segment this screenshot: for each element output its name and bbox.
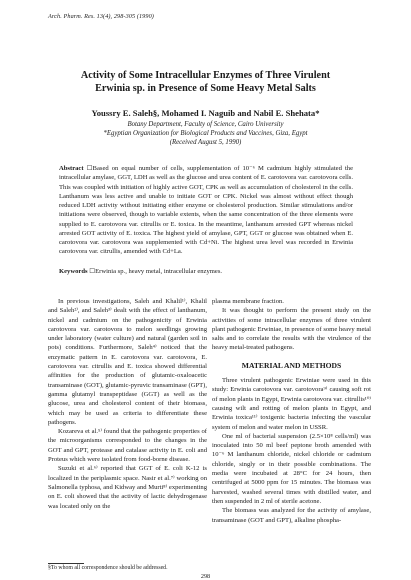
left-column: [48, 297, 207, 562]
paragraph: Suzuki et al.⁶⁾ reported that GGT of E. coli K-12 is localized in the periplasmic space. Nasir et al.⁷⁾ working on Salmonella typhosa, and Kidway and Murti⁸⁾ experimenting on E. coli showed that the activity of lactic dehydrogenase was located only on the: [48, 465, 207, 510]
keywords-box-icon: ☐: [89, 268, 96, 275]
paragraph: Three virulent pathogenic Erwiniae were used in this study: Erwinia carotovora var. carotovora⁹⁾ causing soft rot of melon plants in Egypt, Erwinia carotovora var. citrullis¹⁰⁾ causing wilt and rotting of melon plants in Egypt, and Erwinia toxica¹¹⁾ toxigenic bacteria infecting the vascular system of melon and water melon in USSR.: [212, 377, 371, 431]
keywords: [59, 267, 353, 276]
paragraph: One ml of bacterial suspension (2.5×10⁸ cells/ml) was inoculated into 50 ml beef peptone broth amended with 10⁻⁶ M lanthanum chloride, nickel chloride or cadmium chloride, singly or in their possible combinations. The media were incubated at 28°C for 24 hours, then centrifuged at 5000 ppm for 15 minutes. The biomass was harvested, washed several times with distilled water, and then suspended in 2 ml of sterile acetone.: [212, 432, 371, 505]
journal-citation: Arch. Pharm. Res. 13(4), 298-305 (1990): [48, 13, 154, 20]
abstract: [59, 164, 353, 257]
section-heading: MATERIAL AND METHODS: [241, 360, 342, 370]
affiliations: [40, 120, 371, 148]
paragraph: plasma membrane fraction.: [212, 298, 284, 305]
page-number: 298: [200, 573, 211, 580]
keywords-text: Erwinia sp., heavy metal, intracellular enzymes.: [95, 268, 223, 275]
footnote: §To whom all correspondence should be addressed.: [48, 565, 168, 571]
paragraph: The biomass was analyzed for the activity of amylase, transaminase (GOT and GPT), alkaline phospha-: [212, 507, 371, 524]
abstract-label: Abstract: [59, 165, 84, 172]
affiliation-2: *Egyptian Organization for Biological Products and Vaccines, Giza, Egypt: [103, 130, 308, 138]
received-date: (Received August 5, 1990): [169, 139, 242, 147]
abstract-box-icon: ☐: [86, 165, 93, 172]
affiliation-1: Botany Department, Faculty of Science, Cairo University: [127, 121, 284, 128]
abstract-text: Based on equal number of cells, supplementation of 10⁻⁶ M cadmium highly stimulated the intracellular amylase, GGT, LDH as well as the glucose and urea content of E. carotovora var. carotovora cells. This was coupled with initiation of highly active GOT, CPK as well as accumulation of cholesterol in the cells. Lanthanum was less active and unable to initiate GOT or CPK. Nickel was almost without effect though reduced LDH activity without initiating either enzyme or cholesterol production. Similar stimulations and/or initiations were observed, though to variable extents, when the same concentration of the three elements were supplied to E. carotovora var. citrullis or E. toxica. In the meantime, lanthanum arrested GPT whereas nickel arrested GOT activity of E. toxica. The highest yield of amylase, GPT, GGT or glucose was obtained when E. carotovora var. carotovora was supplemented with Cd+Ni. The highest urea level was recorded in Erwinia carotovora var. citrullis, amended with Cd+La.: [59, 165, 353, 256]
title-line-1: Activity of Some Intracellular Enzymes of Three Virulent: [80, 70, 331, 81]
paragraph: Kozareva et al.⁵⁾ found that the pathogenic properties of the microorganisms corresponded to the changes in the GOT and GPT, protease and catalase activity in E. coli and Proteus which were isolated from food-borne disease.: [48, 428, 207, 464]
title-line-2: Erwinia sp. in Presence of Some Heavy Metal Salts: [95, 83, 316, 94]
footnote-rule: [48, 563, 84, 564]
author-list: Youssry E. Saleh§, Mohamed I. Naguib and Nabil E. Shehata*: [91, 108, 320, 118]
right-column: [212, 297, 371, 565]
keywords-label: Keywords: [59, 268, 88, 275]
paragraph: It was thought to perform the present study on the activities of some intracellular enzymes of three virulent plant pathogenic Erwiniae, in presence of some heavy metal salts and to correlate the results with the virulence of the heavy metal-treated pathogens.: [212, 307, 371, 352]
article-title: [40, 69, 371, 95]
paragraph: In previous investigations, Saleh and Khalil¹⁾, Khalil and Saleh²⁾, and Saleh³⁾ dealt with the effect of lanthanum, nickel and cadmium on the pathogenicity of Erwinia carotovora var. carotovora to melon seedlings growing under laboratory (water culture) and natural (garden soil in pots) conditions. Furthermore, Saleh⁴⁾ noticed that the enzymatic pattern in E. carotovora var. carotovora, E. carotovora var. citrullis and E. toxica showed differential affinities for the production of glutamic-oxaloacetic transaminase (GOT), glutamic-pyruvic transaminase (GPT), gamma glutamyl transpeptidase (GGT) as well as the glucose, urea and cholesterol content of their biomass, which may be used as criteria to differentiate these pathogens.: [48, 298, 207, 426]
